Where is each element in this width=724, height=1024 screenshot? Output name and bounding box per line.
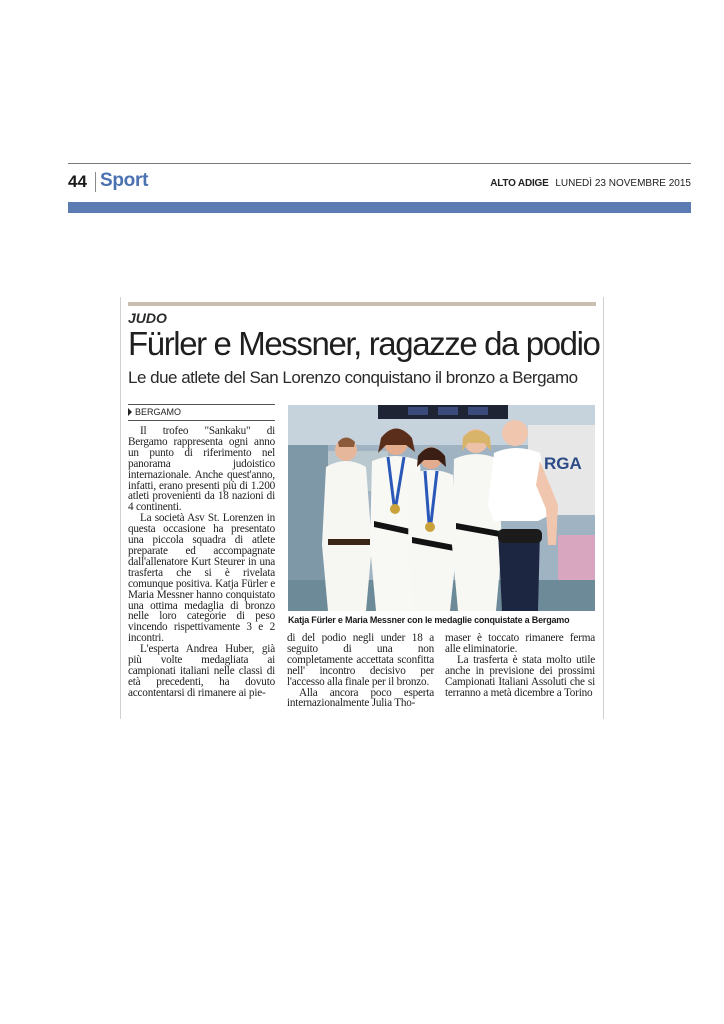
paragraph: Alla ancora poco esperta internazionalmente Julia Tho- bbox=[287, 686, 434, 710]
paragraph: La trasferta è stata molto utile anche in previsione dei prossimi Campionati Italiani Assoluti che si terranno a metà dicembre a Torino bbox=[445, 653, 595, 699]
paragraph: di del podio negli under 18 a seguito di una non completamente accettata sconfitta nell' incontro decisivo per l'accesso alla finale per il bronzo. bbox=[287, 632, 434, 688]
judo-team-photo bbox=[288, 405, 595, 611]
paragraph: Il trofeo "Sankaku" di Bergamo rappresenta ogni anno un punto di riferimento nel panorama judoistico internazionale. Anche quest'anno, infatti, erano presenti più di 1.200 atleti provenienti da 18 nazioni di 4 continenti. bbox=[128, 425, 275, 514]
dateline-top-rule bbox=[128, 404, 275, 405]
masthead bbox=[490, 178, 691, 189]
svg-text:RGA: RGA bbox=[544, 454, 582, 473]
header-color-bar bbox=[68, 202, 691, 213]
newspaper-name: ALTO ADIGE bbox=[490, 178, 549, 189]
dateline-arrow-icon bbox=[128, 408, 132, 416]
article-top-bar bbox=[128, 302, 596, 306]
paragraph: maser è toccato rimanere ferma alle eliminatorie. bbox=[445, 632, 595, 655]
article-column-2 bbox=[287, 633, 434, 709]
section-title: Sport bbox=[100, 170, 149, 191]
paragraph: L'esperta Andrea Huber, già più volte medagliata ai campionati italiani nelle classi di età precedenti, ha dovuto accontentarsi di rimanere ai pie- bbox=[128, 643, 275, 699]
article-subheadline: Le due atlete del San Lorenzo conquistano il bronzo a Bergamo bbox=[128, 368, 578, 387]
page-number: 44 bbox=[68, 172, 87, 191]
article-kicker: JUDO bbox=[128, 310, 167, 326]
photo-caption: Katja Fürler e Maria Messner con le medaglie conquistate a Bergamo bbox=[288, 615, 570, 625]
article-photo bbox=[288, 405, 595, 611]
dateline-bottom-rule bbox=[128, 420, 275, 421]
article-headline: Fürler e Messner, ragazze da podio bbox=[128, 325, 600, 362]
article-column-1 bbox=[128, 426, 275, 699]
article-column-3 bbox=[445, 633, 595, 698]
dateline-city: BERGAMO bbox=[135, 407, 182, 417]
dateline bbox=[128, 407, 181, 417]
issue-date: LUNEDÌ 23 NOVEMBRE 2015 bbox=[555, 178, 691, 189]
paragraph: La società Asv St. Lorenzen in questa occasione ha presentato una piccola squadra di atlete preparate ed accompagnate dall'allenatore Kurt Steurer in una trasferta che si è rivelata comunque positiva. Katja Fürler e Maria Messner hanno conquistato una ottima medaglia di bronzo nelle loro categorie di peso vincendo rispettivamente 3 e 2 incontri. bbox=[128, 512, 275, 645]
header-top-rule bbox=[68, 163, 691, 164]
article-clipping bbox=[120, 297, 604, 719]
article-left-border bbox=[120, 297, 121, 719]
header-separator bbox=[95, 172, 96, 192]
article-right-border bbox=[603, 297, 604, 719]
